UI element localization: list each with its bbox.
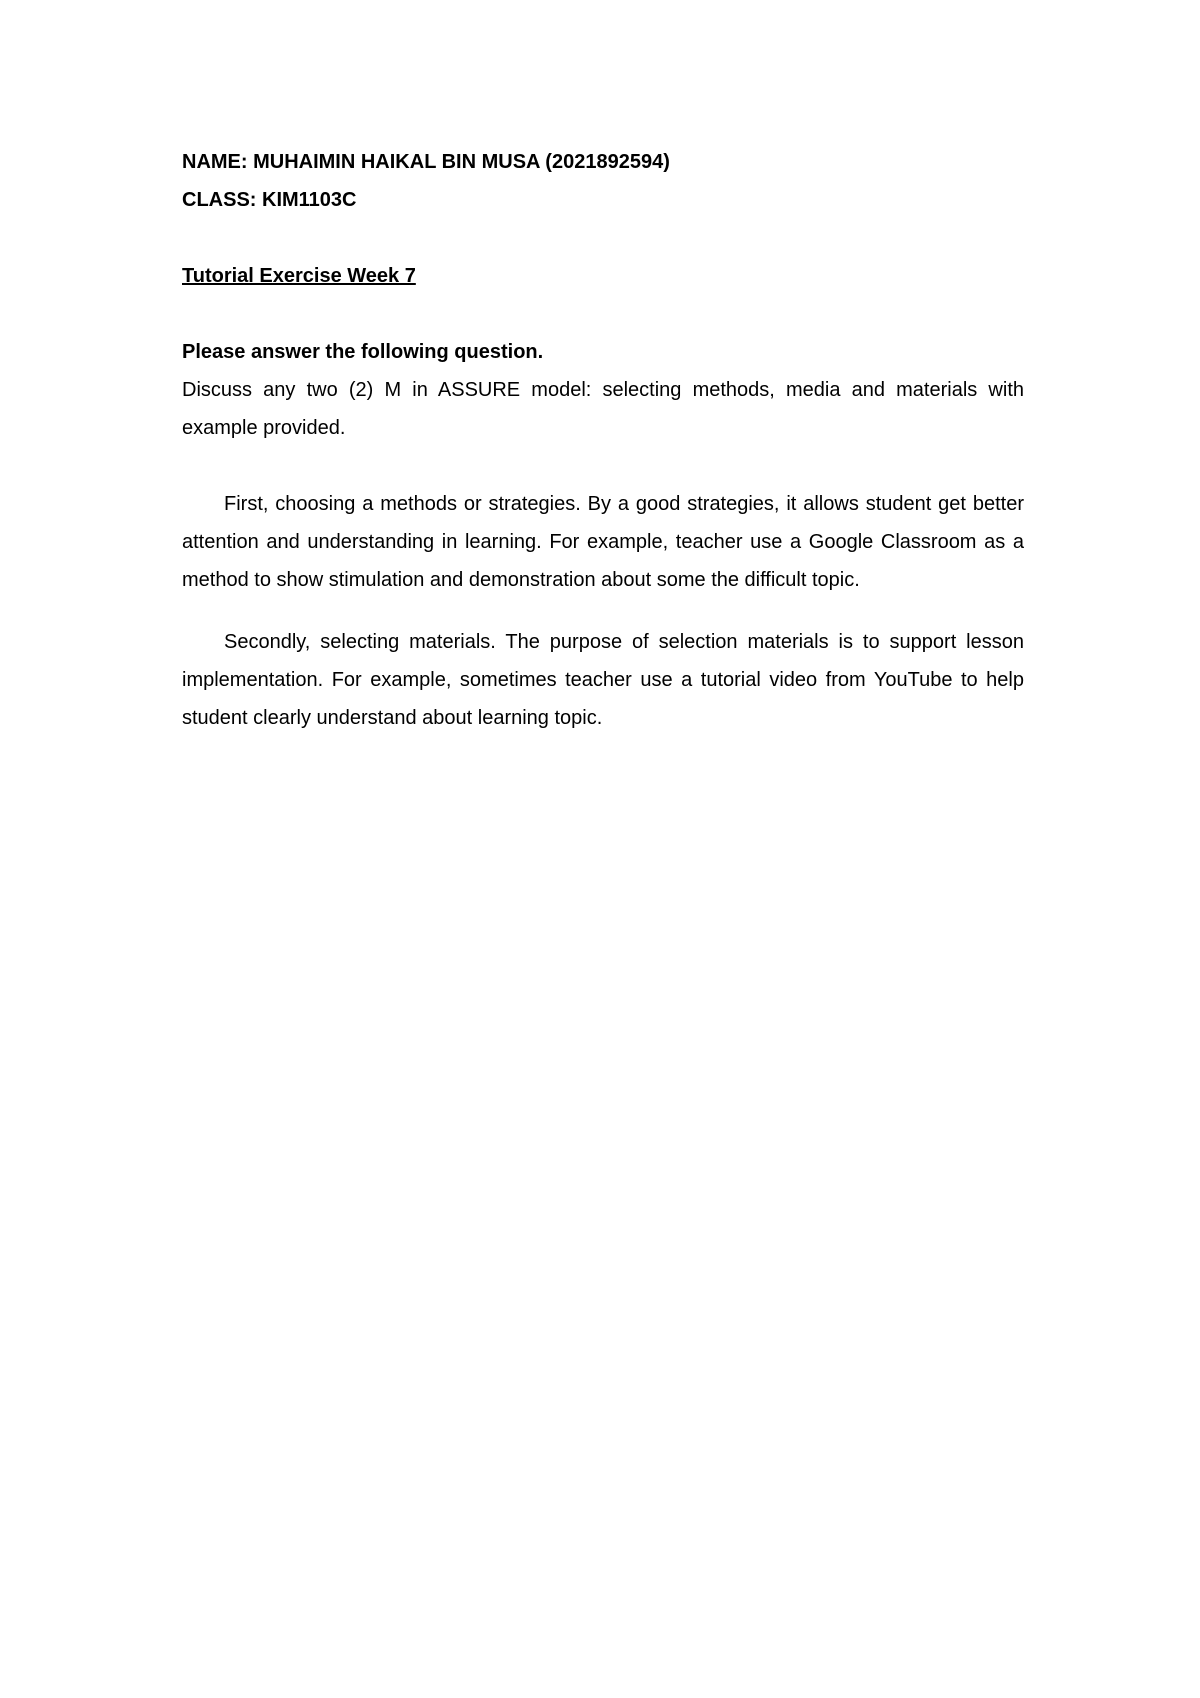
answer-paragraph-2: Secondly, selecting materials. The purpose of selection materials is to support lesson implementation. For example, sometimes teacher use a tutorial video from YouTube to help student clearly understand about learning topic. [182,631,1024,729]
question-text: Discuss any two (2) M in ASSURE model: selecting methods, media and materials with example provided. [182,379,1024,439]
answer-paragraph-1: First, choosing a methods or strategies. By a good strategies, it allows student get better attention and understanding in learning. For example, teacher use a Google Classroom as a method to show stimulation and demonstration about some the difficult topic. [182,493,1024,591]
student-name-line: NAME: MUHAIMIN HAIKAL BIN MUSA (2021892594) [182,151,670,173]
document-body [182,143,1024,737]
document-title: Tutorial Exercise Week 7 [182,265,416,287]
class-line: CLASS: KIM1103C [182,189,357,211]
instruction-text: Please answer the following question. [182,341,544,363]
